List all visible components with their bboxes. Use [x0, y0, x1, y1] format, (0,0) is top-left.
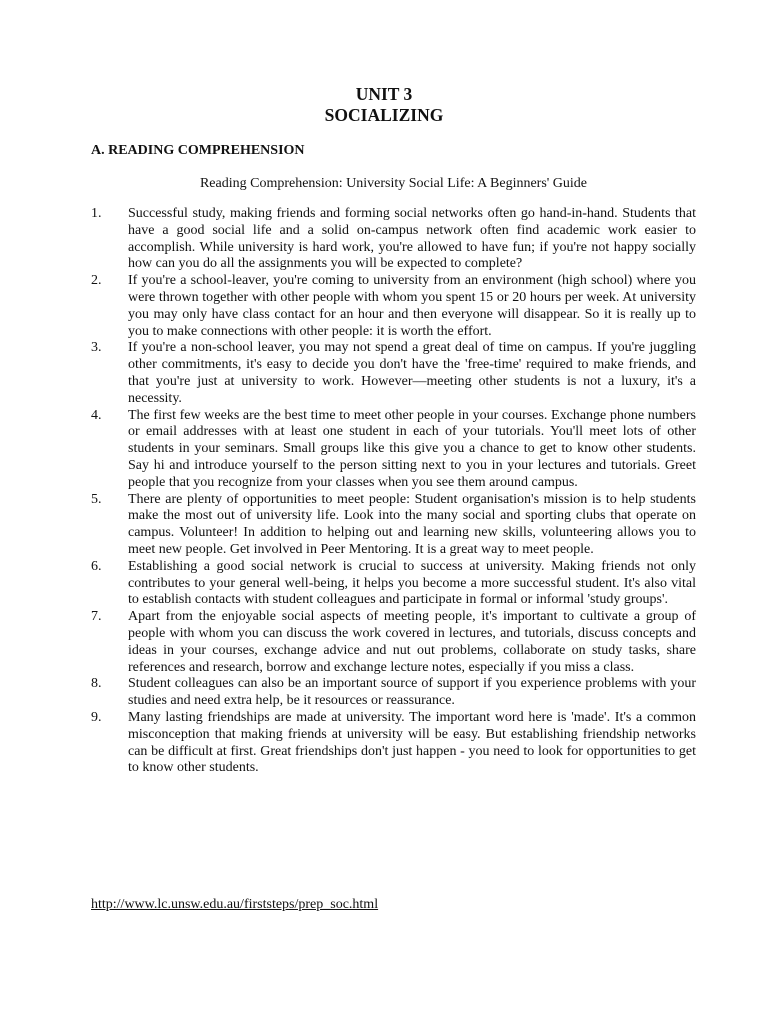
reading-subtitle: Reading Comprehension: University Social Life: A Beginners' Guide [199, 176, 588, 191]
paragraph-number: 6. [91, 558, 102, 574]
unit-title [0, 84, 768, 126]
unit-topic: SOCIALIZING [324, 105, 444, 125]
paragraph-number: 1. [91, 206, 102, 221]
list-item [91, 676, 696, 710]
list-item [91, 408, 696, 492]
section-heading: A. READING COMPREHENSION [91, 143, 305, 158]
paragraph-text: Establishing a good social network is crucial to success at university. Making friends not only contributes to your general well-being, it helps you become a more successful student. It's also vital to establish contacts with student colleagues and participate in formal or informal 'study groups'. [128, 558, 696, 608]
list-item [91, 609, 696, 676]
paragraph-text: Student colleagues can also be an important source of support if you experience problems with your studies and need extra help, be it resources or reassurance. [128, 676, 696, 709]
list-item [91, 340, 696, 407]
paragraph-number: 7. [91, 609, 102, 625]
unit-number: UNIT 3 [355, 84, 413, 104]
paragraph-list [91, 206, 696, 777]
list-item [91, 492, 696, 559]
paragraph-number: 8. [91, 676, 102, 692]
paragraph-text: If you're a school-leaver, you're coming to university from an environment (high school) where you were thrown together with other people with whom you spent 15 or 20 hours per week. At university you may only have class contact for an hour and then everyone will disappear. So it is really up to you to make connections with other people: it is worth the effort. [128, 273, 696, 339]
paragraph-number: 4. [91, 407, 102, 423]
paragraph-text: Apart from the enjoyable social aspects of meeting people, it's important to cultivate a group of people with whom you can discuss the work covered in lectures, and tutorials, discuss concepts and ideas in your courses, exchange advice and nut out problems, collaborate on study tasks, share references and research, borrow and exchange lecture notes, especially if you miss a class. [128, 609, 696, 675]
paragraph-text: If you're a non-school leaver, you may not spend a great deal of time on campus. If you're juggling other commitments, it's easy to decide you don't have the 'free-time' required to make friends, and that you're just at university to work. However—meeting other students is not a luxury, it's a necessity. [128, 340, 696, 406]
paragraph-number: 9. [91, 709, 102, 725]
paragraph-number: 3. [91, 340, 102, 356]
paragraph-text: Successful study, making friends and forming social networks often go hand-in-hand. Students that have a good social life and a solid on-campus network often find academic work easier to accomplish. While university is hard work, you're allowed to have fun; if you're not happy socially how can you do all the assignments you will be expected to complete? [128, 206, 696, 272]
list-item [91, 559, 696, 609]
paragraph-text: There are plenty of opportunities to meet people: Student organisation's mission is to help students make the most out of university life. Look into the many social and sporting clubs that operate on campus. Volunteer! In addition to helping out and learning new skills, volunteering allows you to meet new people. Get involved in Peer Mentoring. It is a great way to meet people. [128, 491, 696, 557]
list-item [91, 273, 696, 340]
paragraph-number: 5. [91, 491, 102, 507]
list-item [91, 710, 696, 777]
paragraph-number: 2. [91, 273, 102, 289]
list-item [91, 206, 696, 273]
source-link[interactable]: http://www.lc.unsw.edu.au/firststeps/prep_soc.html [91, 897, 379, 912]
paragraph-text: Many lasting friendships are made at university. The important word here is 'made'. It's a common misconception that making friends at university will be easy. But establishing friendship networks can be difficult at first. Great friendships don't just happen - you need to look for opportunities to get to know other students. [128, 709, 696, 776]
paragraph-text: The first few weeks are the best time to meet other people in your courses. Exchange phone numbers or email addresses with at least one student in each of your tutorials. You'll meet lots of other students in your seminars. Small groups like this give you a chance to get to know other students. Say hi and introduce yourself to the person sitting next to you in your lectures and tutorials. Greet people that you recognize from your classes when you see them around campus. [128, 407, 696, 490]
